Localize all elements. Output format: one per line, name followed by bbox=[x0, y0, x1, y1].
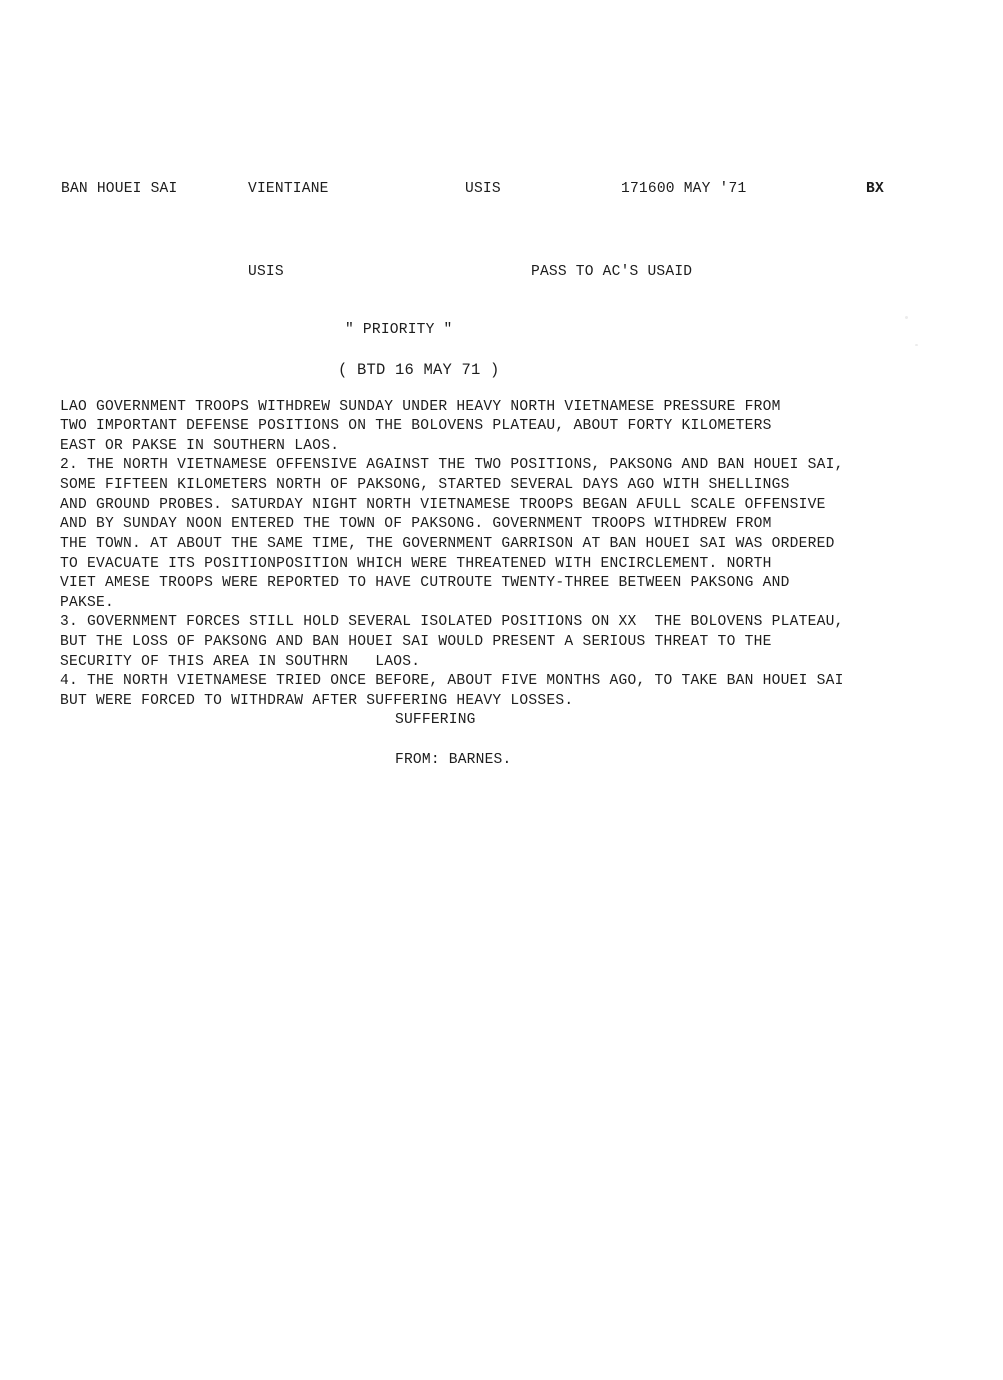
body-line: VIET AMESE TROOPS WERE REPORTED TO HAVE CUTROUTE TWENTY-THREE BETWEEN PAKSONG AND bbox=[60, 575, 790, 591]
body-line: TO EVACUATE ITS POSITIONPOSITION WHICH WERE THREATENED WITH ENCIRCLEMENT. NORTH bbox=[60, 556, 772, 572]
header-dtg: 171600 MAY '71 bbox=[621, 181, 747, 197]
body-line: LAO GOVERNMENT TROOPS WITHDREW SUNDAY UNDER HEAVY NORTH VIETNAMESE PRESSURE FROM bbox=[60, 399, 781, 415]
body-line: SOME FIFTEEN KILOMETERS NORTH OF PAKSONG, STARTED SEVERAL DAYS AGO WITH SHELLINGS bbox=[60, 477, 790, 493]
body-line: EAST OR PAKSE IN SOUTHERN LAOS. bbox=[60, 438, 340, 454]
body-line: BUT WERE FORCED TO WITHDRAW AFTER SUFFERING HEAVY LOSSES. bbox=[60, 693, 574, 709]
routing-instruction: PASS TO AC'S USAID bbox=[531, 264, 693, 280]
routing-to: USIS bbox=[248, 264, 284, 280]
correction-word: SUFFERING bbox=[395, 712, 476, 728]
body-line: TWO IMPORTANT DEFENSE POSITIONS ON THE BOLOVENS PLATEAU, ABOUT FORTY KILOMETERS bbox=[60, 418, 772, 434]
body-line: 3. GOVERNMENT FORCES STILL HOLD SEVERAL ISOLATED POSITIONS ON XX THE BOLOVENS PLATEAU, bbox=[60, 614, 844, 630]
header-agency: USIS bbox=[465, 181, 501, 197]
header-origin: BAN HOUEI SAI bbox=[61, 181, 178, 197]
body-line: 4. THE NORTH VIETNAMESE TRIED ONCE BEFORE, ABOUT FIVE MONTHS AGO, TO TAKE BAN HOUEI SAI bbox=[60, 673, 844, 689]
header-initials: BX bbox=[866, 181, 884, 197]
signature: FROM: BARNES. bbox=[395, 752, 512, 768]
body-line: AND GROUND PROBES. SATURDAY NIGHT NORTH VIETNAMESE TROOPS BEGAN AFULL SCALE OFFENSIVE bbox=[60, 497, 826, 513]
header-dateline: VIENTIANE bbox=[248, 181, 329, 197]
body-line: SECURITY OF THIS AREA IN SOUTHRN LAOS. bbox=[60, 654, 421, 670]
scan-speck bbox=[915, 344, 918, 346]
scan-speck bbox=[905, 316, 908, 319]
body-line: BUT THE LOSS OF PAKSONG AND BAN HOUEI SAI WOULD PRESENT A SERIOUS THREAT TO THE bbox=[60, 634, 772, 650]
priority-marking: " PRIORITY " bbox=[345, 322, 453, 338]
body-line: 2. THE NORTH VIETNAMESE OFFENSIVE AGAINST THE TWO POSITIONS, PAKSONG AND BAN HOUEI SAI, bbox=[60, 457, 844, 473]
body-line: AND BY SUNDAY NOON ENTERED THE TOWN OF PAKSONG. GOVERNMENT TROOPS WITHDREW FROM bbox=[60, 516, 772, 532]
dated-line: ( BTD 16 MAY 71 ) bbox=[338, 361, 500, 379]
body-line: PAKSE. bbox=[60, 595, 115, 611]
body-line: THE TOWN. AT ABOUT THE SAME TIME, THE GOVERNMENT GARRISON AT BAN HOUEI SAI WAS ORDERED bbox=[60, 536, 835, 552]
